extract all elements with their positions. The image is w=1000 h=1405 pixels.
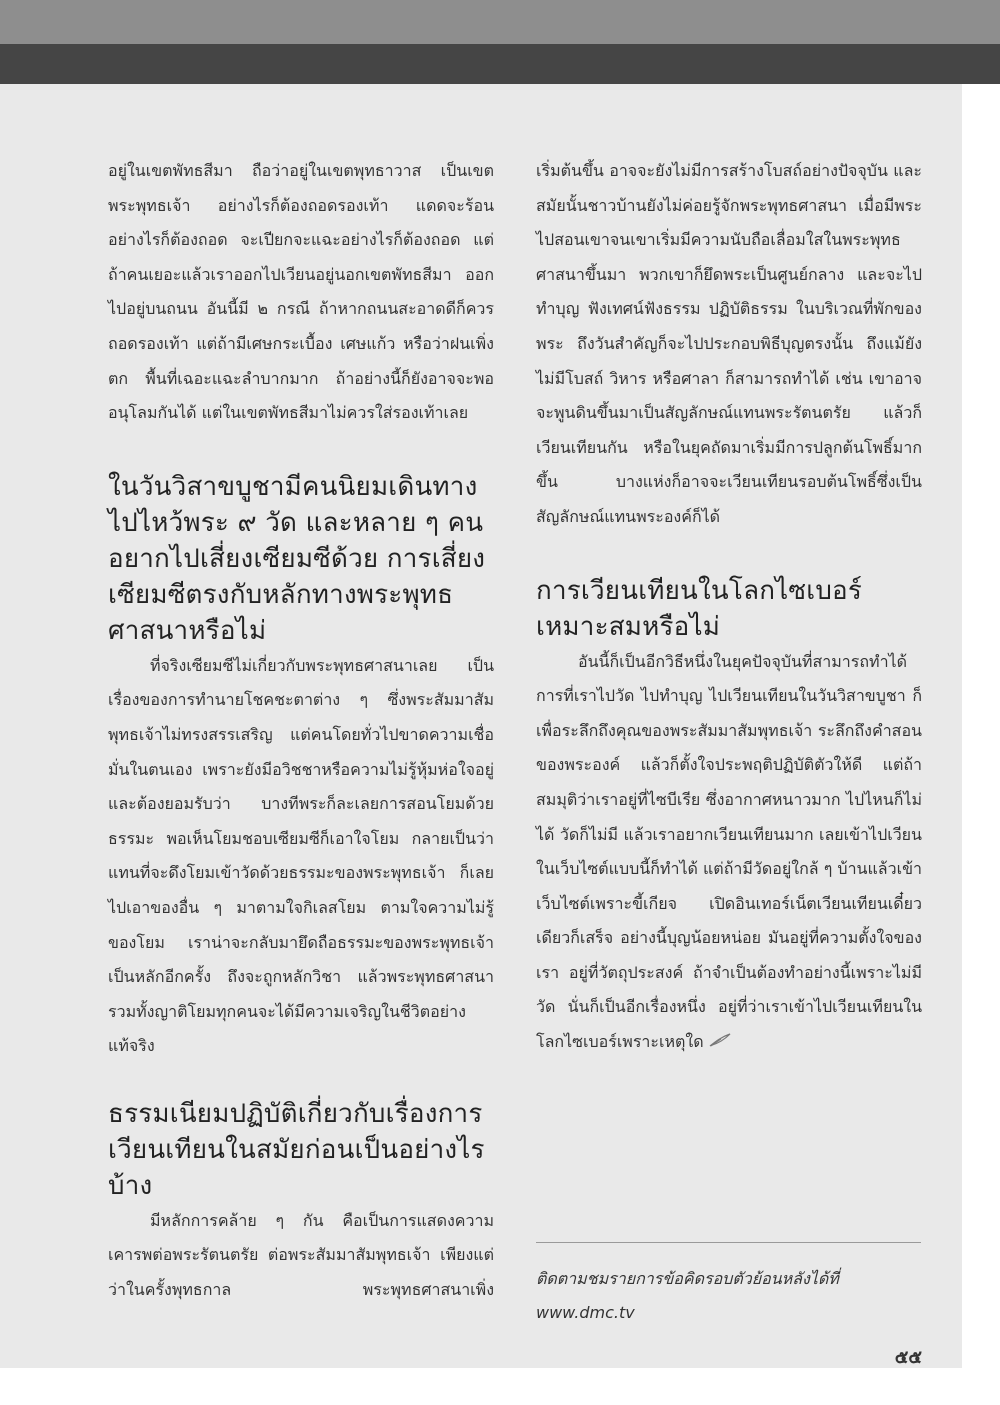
paragraph-cyber-candle-text: อันนี้ก็เป็นอีกวิธีหนึ่งในยุคปัจจุบันที่สามารถทำได้ การที่เราไปวัด ไปทำบุญ ไปเวียนเทียนในวันวิสาขบูชา ก็เพื่อระลึกถึงคุณของพระสัมมาสัมพุทธเจ้า ระลึกถึงคำสอนของพระองค์ แล้วก็ตั้งใจประพฤติปฏิบัติตัวให้ดี แต่ถ้าสมมุติว่าเราอยู่ที่ไซบีเรีย ซึ่งอากาศหนาวมาก ไปไหนก็ไม่ได้ วัดก็ไม่มี แล้วเราอยากเวียนเทียนมาก เลยเข้าไปเวียนในเว็บไซต์แบบนี้ก็ทำได้ แต่ถ้ามีวัดอยู่ใกล้ ๆ บ้านแล้วเข้าเว็บไซต์เพราะขี้เกียจ เปิดอินเทอร์เน็ตเวียนเทียนเดี๋ยวเดียวก็เสร็จ อย่างนี้บุญน้อยหน่อย มันอยู่ที่ความตั้งใจของเรา อยู่ที่วัตถุประสงค์ ถ้าจำเป็นต้องทำอย่างนี้เพราะไม่มีวัด นั่นก็เป็นอีกเรื่องหนึ่ง อยู่ที่ว่าเราเข้าไปเวียนเทียนในโลกไซเบอร์เพราะเหตุใด (536, 651, 922, 1052)
paragraph-fortune-sticks-answer: ที่จริงเซียมซีไม่เกี่ยวกับพระพุทธศาสนาเลย เป็นเรื่องของการทำนายโชคชะตาต่าง ๆ ซึ่งพระสัมมาสัมพุทธเจ้าไม่ทรงสรรเสริญ แต่คนโดยทั่วไปขาดความเชื่อมั่นในตนเอง เพราะยังมีอวิชชาหรือความไม่รู้หุ้มห่อใจอยู่ และต้องยอมรับว่า บางทีพระก็ละเลยการสอนโยมด้วยธรรมะ พอเห็นโยมชอบเซียมซีก็เอาใจโยม กลายเป็นว่าแทนที่จะดึงโยมเข้าวัดด้วยธรรมะของพระพุทธเจ้า ก็เลยไปเอาของอื่น ๆ มาตามใจกิเลสโยม ตามใจความไม่รู้ของโยม เราน่าจะกลับมายึดถือธรรมะของพระพุทธเจ้าเป็นหลักอีกครั้ง ถึงจะถูกหลักวิชา แล้วพระพุทธศาสนารวมทั้งญาติโยมทุกคนจะได้มีความเจริญในชีวิตอย่างแท้จริง (108, 655, 494, 1056)
paragraph-past-tradition-answer: มีหลักการคล้าย ๆ กัน คือเป็นการแสดงความเคารพต่อพระรัตนตรัย ต่อพระสัมมาสัมพุทธเจ้า เพียงแต่ว่าในครั้งพุทธกาล พระพุทธศาสนาเพิ่ง (108, 1210, 494, 1300)
heading-fortune-sticks: ในวันวิสาขบูชามีคนนิยมเดินทางไปไหว้พระ ๙ วัด และหลาย ๆ คนอยากไปเสี่ยงเซียมซีด้วย การเสี่ยงเซียมซีตรงกับหลักทางพระพุทธศาสนาหรือไม่ (108, 471, 486, 646)
heading-past-tradition: ธรรมเนียมปฏิบัติเกี่ยวกับเรื่องการเวียนเทียนในสมัยก่อนเป็นอย่างไรบ้าง (108, 1098, 485, 1201)
right-column (536, 154, 922, 1060)
header-band-light (0, 0, 1000, 44)
paragraph-cyber-candle-answer (536, 645, 922, 1060)
footnote-url: www.dmc.tv (536, 1303, 635, 1322)
footnote (536, 1262, 922, 1330)
page-number: ๕๕ (894, 1347, 922, 1368)
footnote-text: ติดตามชมรายการข้อคิดรอบตัวย้อนหลังได้ที่ (536, 1269, 839, 1288)
paragraph-shoes-rule: อยู่ในเขตพัทธสีมา ถือว่าอยู่ในเขตพุทธาวาส เป็นเขตพระพุทธเจ้า อย่างไรก็ต้องถอดรองเท้า แดดจะร้อนอย่างไรก็ต้องถอด จะเปียกจะแฉะอย่างไรก็ต้องถอด แต่ถ้าคนเยอะแล้วเราออกไปเวียนอยู่นอกเขตพัทธสีมา ออกไปอยู่บนถนน อันนี้มี ๒ กรณี ถ้าหากถนนสะอาดดีก็ควรถอดรองเท้า แต่ถ้ามีเศษกระเบื้อง เศษแก้ว หรือว่าฝนเพิ่งตก พื้นที่เฉอะแฉะลำบากมาก ถ้าอย่างนี้ก็ยังอาจจะพออนุโลมกันได้ แต่ในเขตพัทธสีมาไม่ควรใส่รองเท้าเลย (108, 161, 494, 423)
heading-cyber-candle: การเวียนเทียนในโลกไซเบอร์เหมาะสมหรือไม่ (536, 575, 863, 642)
paragraph-past-tradition-continued: เริ่มต้นขึ้น อาจจะยังไม่มีการสร้างโบสถ์อย่างปัจจุบัน และสมัยนั้นชาวบ้านยังไม่ค่อยรู้จักพระพุทธศาสนา เมื่อมีพระไปสอนเขาจนเขาเริ่มมีความนับถือเลื่อมใสในพระพุทธศาสนาขึ้นมา พวกเขาก็ยึดพระเป็นศูนย์กลาง และจะไปทำบุญ ฟังเทศน์ฟังธรรม ปฏิบัติธรรม ในบริเวณที่พักของพระ ถึงวันสำคัญก็จะไปประกอบพิธีบุญตรงนั้น ถึงแม้ยังไม่มีโบสถ์ วิหาร หรือศาลา ก็สามารถทำได้ เช่น เขาอาจจะพูนดินขึ้นมาเป็นสัญลักษณ์แทนพระรัตนตรัย แล้วก็เวียนเทียนกัน หรือในยุคถัดมาเริ่มมีการปลูกต้นโพธิ์มากขึ้น บางแห่งก็อาจจะเวียนเทียนรอบต้นโพธิ์ซึ่งเป็นสัญลักษณ์แทนพระองค์ก็ได้ (536, 161, 922, 526)
footnote-divider (536, 1242, 921, 1243)
left-column (108, 154, 494, 1308)
quill-end-mark-icon (709, 1032, 731, 1051)
header-band-dark (0, 44, 1000, 84)
